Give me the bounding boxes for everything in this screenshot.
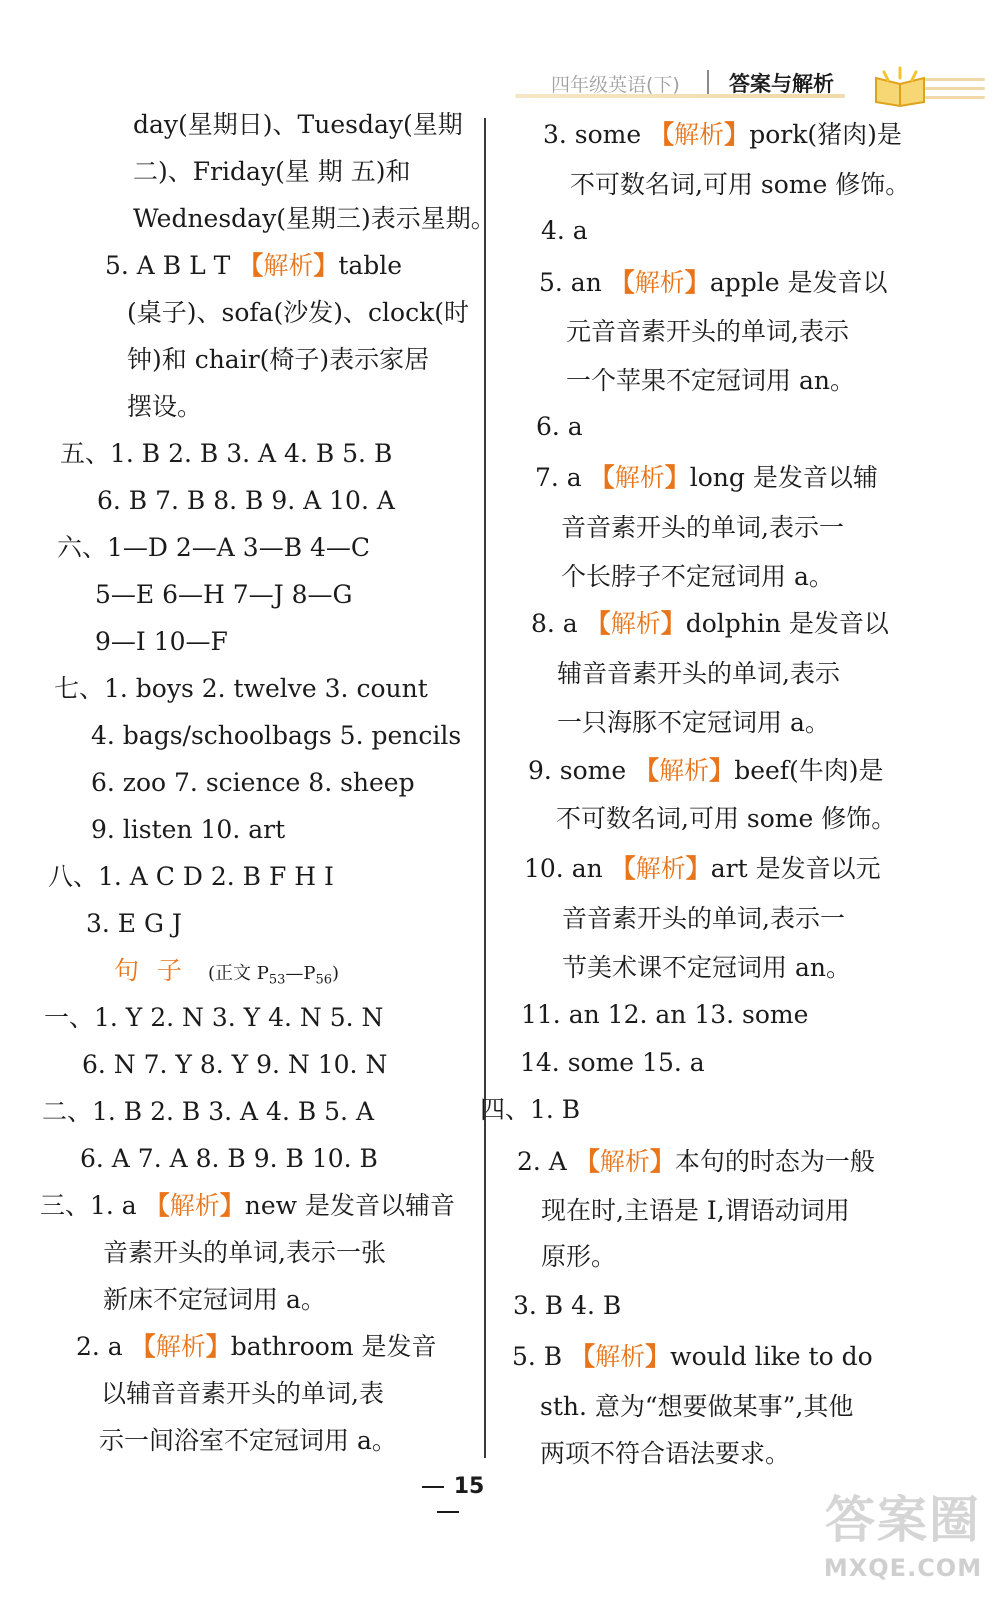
answer-row: 6. A 7. A 8. B 9. B 10. B — [80, 1144, 378, 1173]
watermark-logo: 答案圈 MXQE.COM — [823, 1491, 983, 1582]
explanation-tag: 【解析】 — [589, 463, 690, 492]
answer-item: 四、1. B — [480, 1095, 581, 1124]
answer-row: 11. an 12. an 13. some — [521, 1000, 809, 1029]
open-book-icon — [870, 64, 930, 108]
answer-row: 七、1. boys 2. twelve 3. count — [54, 674, 428, 703]
explanation-tag: 【解析】 — [609, 268, 710, 297]
text-line: Wednesday(星期三)表示星期。 — [133, 204, 496, 233]
text-line: 摆设。 — [127, 392, 203, 421]
header-grade: 四年级英语(下) — [551, 74, 680, 96]
answer-row: 3. B 4. B — [513, 1291, 622, 1320]
answer-row: 6. B 7. B 8. B 9. A 10. A — [97, 486, 395, 515]
answer-item: 6. a — [536, 412, 583, 441]
text-line: 二)、Friday(星 期 五)和 — [133, 157, 411, 186]
page-header — [515, 64, 985, 108]
answer-row: 八、1. A C D 2. B F H I — [48, 862, 334, 891]
text-line: 原形。 — [541, 1242, 617, 1271]
text-line: 元音音素开头的单词,表示 — [566, 317, 849, 346]
answer-item: 9. some 【解析】beef(牛肉)是 — [528, 756, 884, 785]
header-divider — [707, 70, 709, 94]
text-line: 节美术课不定冠词用 an。 — [562, 953, 851, 982]
answer-item: 3. some 【解析】pork(猪肉)是 — [543, 120, 902, 149]
column-divider — [484, 118, 486, 1458]
text-line: 一个苹果不定冠词用 an。 — [566, 366, 855, 395]
text-line: 示一间浴室不定冠词用 a。 — [99, 1426, 397, 1455]
answer-item: 三、1. a 【解析】new 是发音以辅音 — [40, 1191, 455, 1220]
answer-item: 5. A B L T 【解析】table — [105, 251, 403, 280]
text-line: 个长脖子不定冠词用 a。 — [561, 562, 834, 591]
text-line: 不可数名词,可用 some 修饰。 — [570, 170, 911, 199]
answer-item: 2. A 【解析】本句的时态为一般 — [517, 1147, 875, 1176]
header-section-title: 答案与解析 — [729, 72, 834, 96]
text-line: 现在时,主语是 I,谓语动词用 — [541, 1196, 850, 1225]
explanation-tag: 【解析】 — [570, 1342, 671, 1371]
text-line: 以辅音音素开头的单词,表 — [101, 1379, 384, 1408]
answer-item: 4. a — [541, 216, 588, 245]
answer-row: 一、1. Y 2. N 3. Y 4. N 5. N — [44, 1003, 384, 1032]
text-line: 新床不定冠词用 a。 — [103, 1285, 326, 1314]
answer-item: 5. B 【解析】would like to do — [512, 1342, 873, 1371]
text-line: day(星期日)、Tuesday(星期 — [133, 110, 463, 139]
explanation-tag: 【解析】 — [130, 1332, 231, 1361]
answer-row: 9. listen 10. art — [91, 815, 286, 844]
text-line: 钟)和 chair(椅子)表示家居 — [127, 345, 430, 374]
answer-row: 六、1—D 2—A 3—B 4—C — [57, 533, 371, 562]
text-line: (桌子)、sofa(沙发)、clock(时 — [127, 298, 470, 327]
section-heading: 句子 (正文 $P_{53}—P_{56}$) — [114, 956, 340, 988]
answer-row: 5—E 6—H 7—J 8—G — [95, 580, 353, 609]
explanation-tag: 【解析】 — [610, 854, 711, 883]
answer-row: 6. zoo 7. science 8. sheep — [91, 768, 415, 797]
answer-row: 6. N 7. Y 8. Y 9. N 10. N — [82, 1050, 388, 1079]
text-line: 辅音音素开头的单词,表示 — [557, 659, 840, 688]
answer-item: 10. an 【解析】art 是发音以元 — [524, 854, 881, 883]
answer-item: 5. an 【解析】apple 是发音以 — [539, 268, 888, 297]
answer-item: 7. a 【解析】long 是发音以辅 — [535, 463, 878, 492]
answer-row: 二、1. B 2. B 3. A 4. B 5. A — [42, 1097, 375, 1126]
answer-row: 4. bags/schoolbags 5. pencils — [91, 721, 462, 750]
answer-row: 五、1. B 2. B 3. A 4. B 5. B — [60, 439, 393, 468]
page-number: 15 — [398, 1474, 498, 1524]
explanation-tag: 【解析】 — [574, 1147, 675, 1176]
answer-item: 8. a 【解析】dolphin 是发音以 — [531, 609, 889, 638]
explanation-tag: 【解析】 — [144, 1191, 245, 1220]
header-decor-lines — [925, 78, 985, 102]
explanation-tag: 【解析】 — [238, 251, 339, 280]
text-line: 音音素开头的单词,表示一 — [562, 904, 845, 933]
answer-row: 9—I 10—F — [95, 627, 228, 656]
answer-item: 2. a 【解析】bathroom 是发音 — [76, 1332, 437, 1361]
explanation-tag: 【解析】 — [634, 756, 735, 785]
answer-row: 3. E G J — [86, 909, 182, 938]
text-line: 两项不符合语法要求。 — [540, 1439, 791, 1468]
explanation-tag: 【解析】 — [649, 120, 750, 149]
text-line: 不可数名词,可用 some 修饰。 — [556, 804, 897, 833]
text-line: 音音素开头的单词,表示一 — [561, 513, 844, 542]
answer-row: 14. some 15. a — [520, 1048, 705, 1077]
text-line: 音素开头的单词,表示一张 — [103, 1238, 386, 1267]
text-line: sth. 意为“想要做某事”,其他 — [540, 1392, 854, 1421]
text-line: 一只海豚不定冠词用 a。 — [557, 708, 830, 737]
explanation-tag: 【解析】 — [585, 609, 686, 638]
